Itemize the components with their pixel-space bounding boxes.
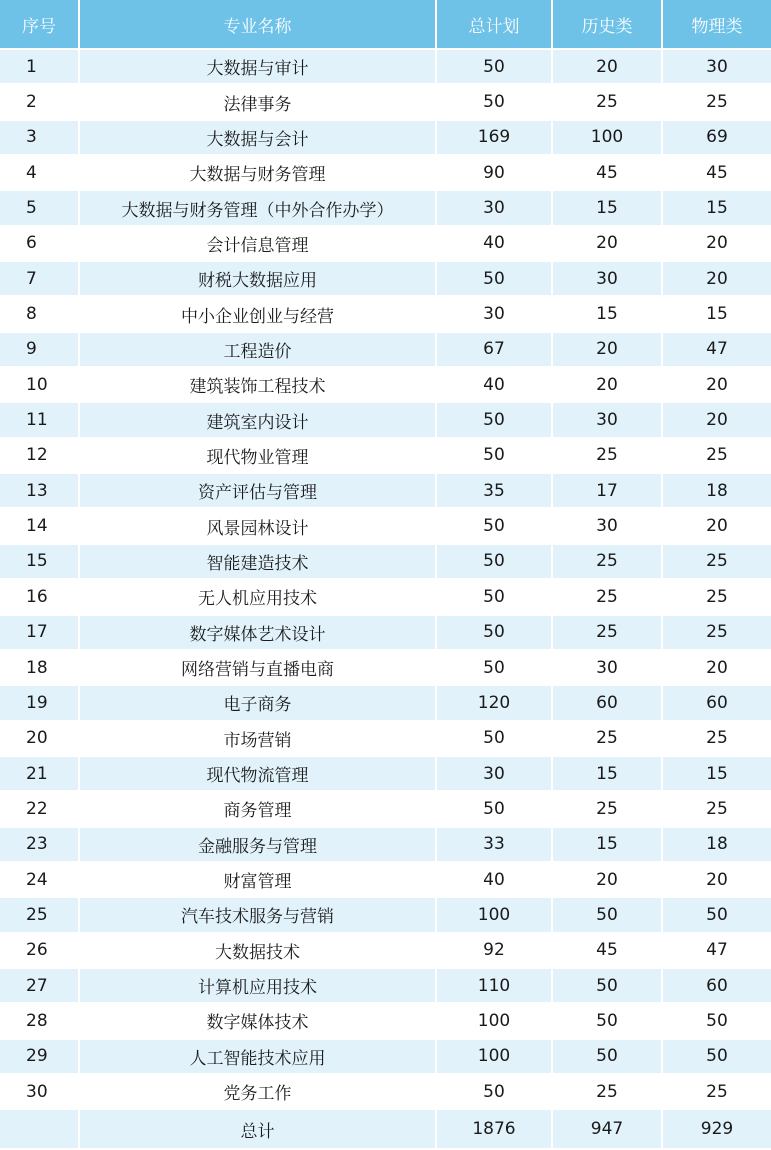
row-history: 20 [553,368,663,403]
row-major-name: 现代物流管理 [80,757,437,792]
row-physics: 25 [663,792,771,827]
row-history: 25 [553,580,663,615]
row-total-plan: 50 [437,50,553,85]
row-major-name: 大数据与审计 [80,50,437,85]
header-total-plan: 总计划 [437,0,553,50]
table-row [0,686,771,721]
table-row [0,792,771,827]
row-index: 24 [0,863,80,898]
row-history: 25 [553,85,663,120]
row-major-name: 财税大数据应用 [80,262,437,297]
row-major-name: 中小企业创业与经营 [80,297,437,332]
row-major-name: 资产评估与管理 [80,474,437,509]
row-major-name: 工程造价 [80,333,437,368]
row-history: 30 [553,403,663,438]
row-physics: 20 [663,509,771,544]
row-history: 15 [553,297,663,332]
row-total-plan: 50 [437,509,553,544]
row-total-plan: 40 [437,863,553,898]
row-index: 2 [0,85,80,120]
table-row [0,191,771,226]
row-total-plan: 90 [437,156,553,191]
row-history: 50 [553,1040,663,1075]
row-history: 25 [553,722,663,757]
row-total-plan: 35 [437,474,553,509]
total-history-sum: 947 [553,1110,663,1150]
row-physics: 15 [663,297,771,332]
row-physics: 25 [663,85,771,120]
row-history: 25 [553,1075,663,1110]
row-history: 15 [553,191,663,226]
row-index: 23 [0,828,80,863]
table-body [0,50,771,1110]
row-major-name: 计算机应用技术 [80,969,437,1004]
row-physics: 50 [663,898,771,933]
row-index: 15 [0,545,80,580]
row-physics: 25 [663,1075,771,1110]
row-major-name: 现代物业管理 [80,439,437,474]
row-index: 20 [0,722,80,757]
row-history: 20 [553,333,663,368]
row-physics: 60 [663,969,771,1004]
row-physics: 60 [663,686,771,721]
row-index: 1 [0,50,80,85]
row-history: 25 [553,792,663,827]
table-header-row [0,0,771,50]
row-index: 18 [0,651,80,686]
row-index: 29 [0,1040,80,1075]
table-row [0,1040,771,1075]
row-total-plan: 120 [437,686,553,721]
header-physics: 物理类 [663,0,771,50]
table-row [0,50,771,85]
row-total-plan: 100 [437,898,553,933]
row-major-name: 建筑室内设计 [80,403,437,438]
row-major-name: 大数据技术 [80,934,437,969]
row-total-plan: 92 [437,934,553,969]
row-index: 6 [0,227,80,262]
row-index: 11 [0,403,80,438]
row-total-plan: 40 [437,227,553,262]
row-history: 15 [553,757,663,792]
table-row [0,227,771,262]
row-total-plan: 40 [437,368,553,403]
table-row [0,580,771,615]
total-physics-sum: 929 [663,1110,771,1150]
table-row [0,156,771,191]
row-index: 25 [0,898,80,933]
row-index: 26 [0,934,80,969]
row-history: 30 [553,651,663,686]
row-index: 16 [0,580,80,615]
table-row [0,757,771,792]
row-physics: 69 [663,121,771,156]
row-history: 25 [553,545,663,580]
row-total-plan: 30 [437,297,553,332]
row-history: 20 [553,863,663,898]
row-major-name: 网络营销与直播电商 [80,651,437,686]
table-row [0,368,771,403]
row-index: 21 [0,757,80,792]
table-row [0,898,771,933]
row-total-plan: 30 [437,757,553,792]
row-major-name: 风景园林设计 [80,509,437,544]
row-history: 17 [553,474,663,509]
table-row [0,509,771,544]
row-index: 17 [0,616,80,651]
row-total-plan: 50 [437,722,553,757]
row-history: 45 [553,156,663,191]
row-major-name: 电子商务 [80,686,437,721]
table-row [0,333,771,368]
row-total-plan: 50 [437,545,553,580]
table-row [0,863,771,898]
row-history: 50 [553,1004,663,1039]
table-row [0,403,771,438]
row-total-plan: 50 [437,85,553,120]
row-physics: 18 [663,474,771,509]
table-row [0,262,771,297]
row-physics: 15 [663,191,771,226]
row-total-plan: 50 [437,580,553,615]
row-index: 28 [0,1004,80,1039]
table-total-row [0,1110,771,1150]
row-major-name: 人工智能技术应用 [80,1040,437,1075]
table-row [0,1075,771,1110]
row-total-plan: 110 [437,969,553,1004]
row-major-name: 数字媒体技术 [80,1004,437,1039]
table-row [0,828,771,863]
row-physics: 50 [663,1040,771,1075]
row-index: 9 [0,333,80,368]
row-physics: 20 [663,368,771,403]
row-history: 20 [553,50,663,85]
row-physics: 20 [663,262,771,297]
row-history: 45 [553,934,663,969]
row-major-name: 数字媒体艺术设计 [80,616,437,651]
row-total-plan: 67 [437,333,553,368]
row-major-name: 财富管理 [80,863,437,898]
row-major-name: 党务工作 [80,1075,437,1110]
table-row [0,1004,771,1039]
total-index [0,1110,80,1150]
row-history: 25 [553,616,663,651]
row-history: 50 [553,898,663,933]
header-major-name: 专业名称 [80,0,437,50]
row-physics: 25 [663,439,771,474]
table-row [0,474,771,509]
row-total-plan: 50 [437,1075,553,1110]
row-history: 20 [553,227,663,262]
total-plan-sum: 1876 [437,1110,553,1150]
row-index: 4 [0,156,80,191]
row-physics: 25 [663,580,771,615]
row-index: 3 [0,121,80,156]
table-row [0,969,771,1004]
row-major-name: 商务管理 [80,792,437,827]
row-total-plan: 100 [437,1040,553,1075]
row-history: 15 [553,828,663,863]
row-history: 25 [553,439,663,474]
row-major-name: 大数据与会计 [80,121,437,156]
row-major-name: 智能建造技术 [80,545,437,580]
row-total-plan: 50 [437,792,553,827]
table-row [0,934,771,969]
row-total-plan: 169 [437,121,553,156]
row-history: 30 [553,509,663,544]
table-row [0,85,771,120]
table-row [0,121,771,156]
table-row [0,439,771,474]
row-total-plan: 33 [437,828,553,863]
row-physics: 47 [663,333,771,368]
row-physics: 25 [663,616,771,651]
row-index: 12 [0,439,80,474]
row-major-name: 建筑装饰工程技术 [80,368,437,403]
row-major-name: 市场营销 [80,722,437,757]
row-physics: 18 [663,828,771,863]
row-index: 30 [0,1075,80,1110]
table-row [0,722,771,757]
row-history: 50 [553,969,663,1004]
row-physics: 20 [663,651,771,686]
row-index: 8 [0,297,80,332]
row-physics: 25 [663,545,771,580]
table-row [0,297,771,332]
row-total-plan: 100 [437,1004,553,1039]
row-index: 27 [0,969,80,1004]
table-row [0,545,771,580]
row-physics: 15 [663,757,771,792]
row-total-plan: 50 [437,651,553,686]
row-major-name: 会计信息管理 [80,227,437,262]
header-index: 序号 [0,0,80,50]
row-physics: 20 [663,863,771,898]
row-physics: 30 [663,50,771,85]
row-major-name: 无人机应用技术 [80,580,437,615]
row-major-name: 汽车技术服务与营销 [80,898,437,933]
row-physics: 20 [663,403,771,438]
row-history: 100 [553,121,663,156]
row-index: 5 [0,191,80,226]
row-physics: 20 [663,227,771,262]
row-physics: 45 [663,156,771,191]
row-major-name: 金融服务与管理 [80,828,437,863]
row-total-plan: 30 [437,191,553,226]
row-major-name: 大数据与财务管理（中外合作办学） [80,191,437,226]
row-history: 60 [553,686,663,721]
row-physics: 50 [663,1004,771,1039]
table-row [0,651,771,686]
row-index: 22 [0,792,80,827]
row-index: 19 [0,686,80,721]
row-history: 30 [553,262,663,297]
row-total-plan: 50 [437,403,553,438]
row-index: 14 [0,509,80,544]
row-index: 7 [0,262,80,297]
table-row [0,616,771,651]
row-total-plan: 50 [437,439,553,474]
header-history: 历史类 [553,0,663,50]
row-index: 10 [0,368,80,403]
row-physics: 47 [663,934,771,969]
row-total-plan: 50 [437,262,553,297]
row-physics: 25 [663,722,771,757]
row-major-name: 法律事务 [80,85,437,120]
row-major-name: 大数据与财务管理 [80,156,437,191]
total-label: 总计 [80,1110,437,1150]
row-index: 13 [0,474,80,509]
row-total-plan: 50 [437,616,553,651]
